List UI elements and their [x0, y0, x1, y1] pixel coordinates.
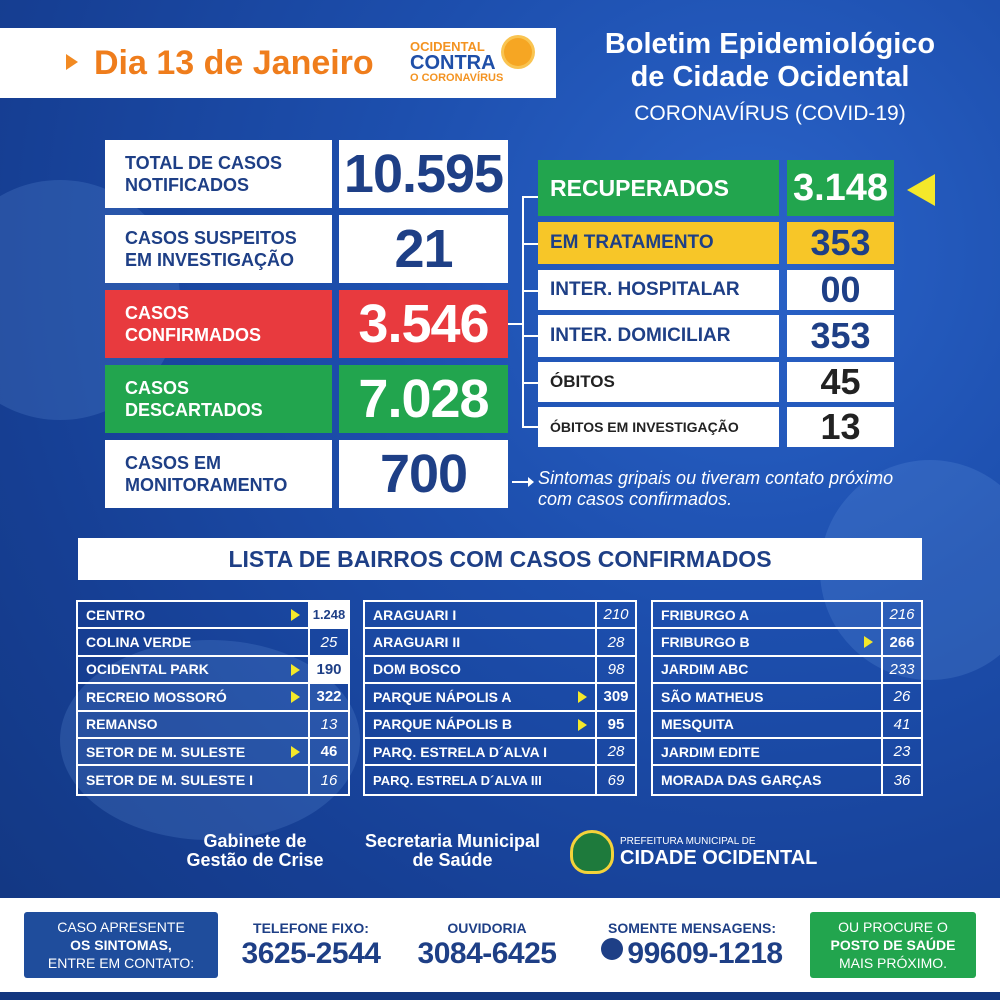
neighborhood-count: 190 [308, 657, 348, 682]
gabinete-logo [150, 832, 360, 870]
stat-label-line2: DESCARTADOS [125, 400, 263, 420]
neighborhood-name: MORADA DAS GARÇAS [661, 772, 822, 789]
bulletin-title-line2: de Cidade Ocidental [630, 61, 910, 93]
neighborhood-count: 216 [881, 602, 921, 627]
stat-label-line1: CASOS [125, 303, 190, 323]
neighborhood-name [365, 712, 595, 737]
stat-label-line1: CASOS SUSPEITOS [125, 228, 297, 248]
list-item [653, 712, 921, 739]
neighborhood-name: FRIBURGO A [661, 606, 750, 623]
neighborhood-column-2 [363, 600, 637, 796]
stat-label-line1: TOTAL DE CASOS [125, 153, 283, 173]
gabinete-line1: Gabinete de [203, 831, 307, 851]
stat-label [105, 440, 332, 508]
list-item [365, 629, 635, 656]
stat-value: 7.028 [339, 365, 508, 433]
secretaria-line1: Secretaria Municipal [364, 831, 541, 851]
connector-line [508, 323, 522, 325]
list-item [653, 602, 921, 629]
status-label: EM TRATAMENTO [538, 222, 779, 264]
highlight-triangle-icon [578, 691, 587, 703]
stat-label-line1: CASOS EM [125, 453, 222, 473]
campaign-logo-line2: CONTRA [410, 52, 496, 74]
neighborhood-count: 36 [881, 766, 921, 793]
pointer-arrow-icon [907, 174, 935, 206]
bulletin-date: Dia 13 de Janeiro [94, 43, 374, 82]
neighborhood-name [78, 602, 308, 627]
status-in-treatment [538, 222, 894, 264]
neighborhood-name: COLINA VERDE [86, 634, 192, 651]
status-recovered [538, 160, 894, 216]
sun-mascot-icon [504, 38, 532, 66]
neighborhood-count: 69 [595, 766, 635, 793]
neighborhood-name: PARQ. ESTRELA D´ALVA I [373, 743, 547, 760]
list-item [365, 602, 635, 629]
status-label: ÓBITOS EM INVESTIGAÇÃO [538, 407, 779, 447]
neighborhood-count: 1.248 [308, 602, 348, 627]
neighborhood-name [78, 657, 308, 682]
status-label: RECUPERADOS [538, 160, 779, 216]
neighborhood-column-3 [651, 600, 923, 796]
stat-total-notified [105, 140, 508, 208]
city-crest-icon [570, 830, 614, 874]
neighborhood-name: PARQ. ESTRELA D´ALVA III [373, 772, 542, 788]
stat-monitoring [105, 440, 508, 508]
status-home [538, 315, 894, 357]
status-value: 00 [787, 270, 894, 310]
neighborhood-count: 41 [881, 712, 921, 737]
status-value: 13 [787, 407, 894, 447]
connector-line [522, 290, 538, 292]
campaign-logo-line3: O CORONAVÍRUS [410, 72, 504, 84]
stat-label-line2: EM INVESTIGAÇÃO [125, 250, 295, 270]
phone-number-row [582, 937, 802, 971]
connector-line [522, 196, 538, 198]
stat-discarded [105, 365, 508, 433]
bulletin-title-block [560, 28, 980, 126]
bottom-strip [0, 992, 1000, 1000]
list-item [78, 712, 348, 739]
health-post-box [810, 912, 976, 978]
health-post-line1: OU PROCURE O [838, 919, 948, 935]
neighborhood-count: 233 [881, 657, 921, 682]
neighborhood-count: 25 [308, 629, 348, 654]
neighborhood-count: 16 [308, 766, 348, 793]
campaign-logo [408, 36, 538, 90]
list-item [365, 657, 635, 684]
stat-label-line1: CASOS [125, 378, 190, 398]
neighborhood-name: SÃO MATHEUS [661, 688, 764, 705]
stat-confirmed [105, 290, 508, 358]
neighborhood-count: 28 [595, 739, 635, 764]
list-item [653, 684, 921, 711]
monitoring-note: Sintomas gripais ou tiveram contato próximo com casos confirmados. [538, 468, 894, 509]
neighborhood-name: SETOR DE M. SULESTE I [86, 772, 253, 789]
status-label: ÓBITOS [538, 362, 779, 402]
stat-value: 21 [339, 215, 508, 283]
phone-landline [226, 920, 396, 971]
stat-label-line2: NOTIFICADOS [125, 175, 249, 195]
contact-bar [0, 898, 1000, 992]
neighborhood-list-title: LISTA DE BAIRROS COM CASOS CONFIRMADOS [78, 538, 922, 580]
phone-ouvidoria [402, 920, 572, 971]
phone-number[interactable]: 3084-6425 [417, 937, 557, 970]
list-item [365, 684, 635, 711]
neighborhood-name-text: PARQUE NÁPOLIS B [373, 716, 512, 733]
symptoms-line1: CASO APRESENTE [57, 919, 185, 935]
neighborhood-count: 95 [595, 712, 635, 737]
phone-number[interactable]: 3625-2544 [241, 937, 381, 970]
list-item [78, 602, 348, 629]
neighborhood-name [78, 684, 308, 709]
health-post-line2: POSTO DE SAÚDE [830, 937, 956, 953]
neighborhood-name [653, 629, 881, 654]
highlight-triangle-icon [864, 636, 873, 648]
neighborhood-name: JARDIM EDITE [661, 743, 760, 760]
status-hospital [538, 270, 894, 310]
neighborhood-name: DOM BOSCO [373, 661, 461, 678]
phone-label: SOMENTE MENSAGENS: [607, 920, 776, 936]
neighborhood-name-text: FRIBURGO B [661, 634, 750, 651]
list-item [365, 739, 635, 766]
neighborhood-count: 26 [881, 684, 921, 709]
arrow-right-icon [512, 481, 530, 483]
status-value: 45 [787, 362, 894, 402]
status-label: INTER. HOSPITALAR [538, 270, 779, 310]
health-post-line3: MAIS PRÓXIMO. [838, 955, 948, 971]
neighborhood-count: 28 [595, 629, 635, 654]
stat-label-line2: CONFIRMADOS [125, 325, 261, 345]
highlight-triangle-icon [291, 609, 300, 621]
neighborhood-count: 309 [595, 684, 635, 709]
highlight-triangle-icon [291, 746, 300, 758]
connector-line [522, 243, 538, 245]
symptoms-line2: OS SINTOMAS, [70, 937, 172, 953]
phone-label: OUVIDORIA [447, 920, 527, 936]
neighborhood-name: JARDIM ABC [661, 661, 749, 678]
neighborhood-name-text: PARQUE NÁPOLIS A [373, 688, 512, 705]
list-item [78, 629, 348, 656]
neighborhood-column-1 [76, 600, 350, 796]
highlight-triangle-icon [578, 719, 587, 731]
list-item [78, 739, 348, 766]
phone-whatsapp [582, 920, 802, 971]
neighborhood-name-text: RECREIO MOSSORÓ [86, 688, 227, 705]
neighborhood-name: ARAGUARI I [373, 606, 457, 623]
neighborhood-name: MESQUITA [661, 716, 734, 733]
phone-label: TELEFONE FIXO: [253, 920, 369, 936]
connector-line [522, 196, 524, 426]
bulletin-title-line1: Boletim Epidemiológico [604, 28, 936, 60]
date-banner [0, 28, 556, 98]
secretaria-line2: de Saúde [412, 850, 493, 870]
neighborhood-count: 46 [308, 739, 348, 764]
neighborhood-count: 322 [308, 684, 348, 709]
stat-value: 3.546 [339, 290, 508, 358]
status-value: 353 [787, 222, 894, 264]
status-label: INTER. DOMICILIAR [538, 315, 779, 357]
whatsapp-icon [601, 938, 623, 960]
connector-line [522, 426, 538, 428]
neighborhood-name: ARAGUARI II [373, 634, 461, 651]
list-item [653, 657, 921, 684]
secretaria-logo [345, 832, 560, 870]
arrow-right-icon [66, 54, 78, 70]
stat-label [105, 215, 332, 283]
stat-label [105, 365, 332, 433]
neighborhood-count: 13 [308, 712, 348, 737]
connector-line [522, 335, 538, 337]
status-value: 353 [787, 315, 894, 357]
neighborhood-count: 23 [881, 739, 921, 764]
list-item [653, 766, 921, 793]
list-item [365, 712, 635, 739]
list-item [78, 657, 348, 684]
highlight-triangle-icon [291, 691, 300, 703]
neighborhood-name: REMANSO [86, 716, 158, 733]
prefeitura-label: PREFEITURA MUNICIPAL DE [620, 836, 756, 847]
status-deaths [538, 362, 894, 402]
neighborhood-count: 266 [881, 629, 921, 654]
highlight-triangle-icon [291, 664, 300, 676]
prefeitura-name: CIDADE OCIDENTAL [620, 847, 818, 869]
symptoms-line3: ENTRE EM CONTATO: [47, 955, 195, 971]
stat-value: 700 [339, 440, 508, 508]
neighborhood-name-text: CENTRO [86, 606, 146, 623]
neighborhood-name [365, 684, 595, 709]
phone-number[interactable]: 99609-1218 [627, 937, 783, 970]
stat-suspected [105, 215, 508, 283]
list-item [365, 766, 635, 793]
status-deaths-investigation [538, 407, 894, 447]
neighborhood-name-text: OCIDENTAL PARK [86, 661, 209, 678]
campaign-logo-line1: OCIDENTAL [410, 39, 485, 54]
stat-value: 10.595 [339, 140, 508, 208]
stat-label [105, 140, 332, 208]
neighborhood-count: 210 [595, 602, 635, 627]
list-item [653, 629, 921, 656]
connector-line [522, 382, 538, 384]
stat-label [105, 290, 332, 358]
neighborhood-name-text: SETOR DE M. SULESTE [86, 743, 246, 760]
symptoms-contact-box [24, 912, 218, 978]
status-value: 3.148 [787, 160, 894, 216]
neighborhood-name [78, 739, 308, 764]
neighborhood-count: 98 [595, 657, 635, 682]
list-item [78, 684, 348, 711]
list-item [78, 766, 348, 793]
list-item [653, 739, 921, 766]
gabinete-line2: Gestão de Crise [186, 850, 324, 870]
stat-label-line2: MONITORAMENTO [125, 475, 288, 495]
bulletin-subtitle: CORONAVÍRUS (COVID-19) [634, 102, 906, 125]
